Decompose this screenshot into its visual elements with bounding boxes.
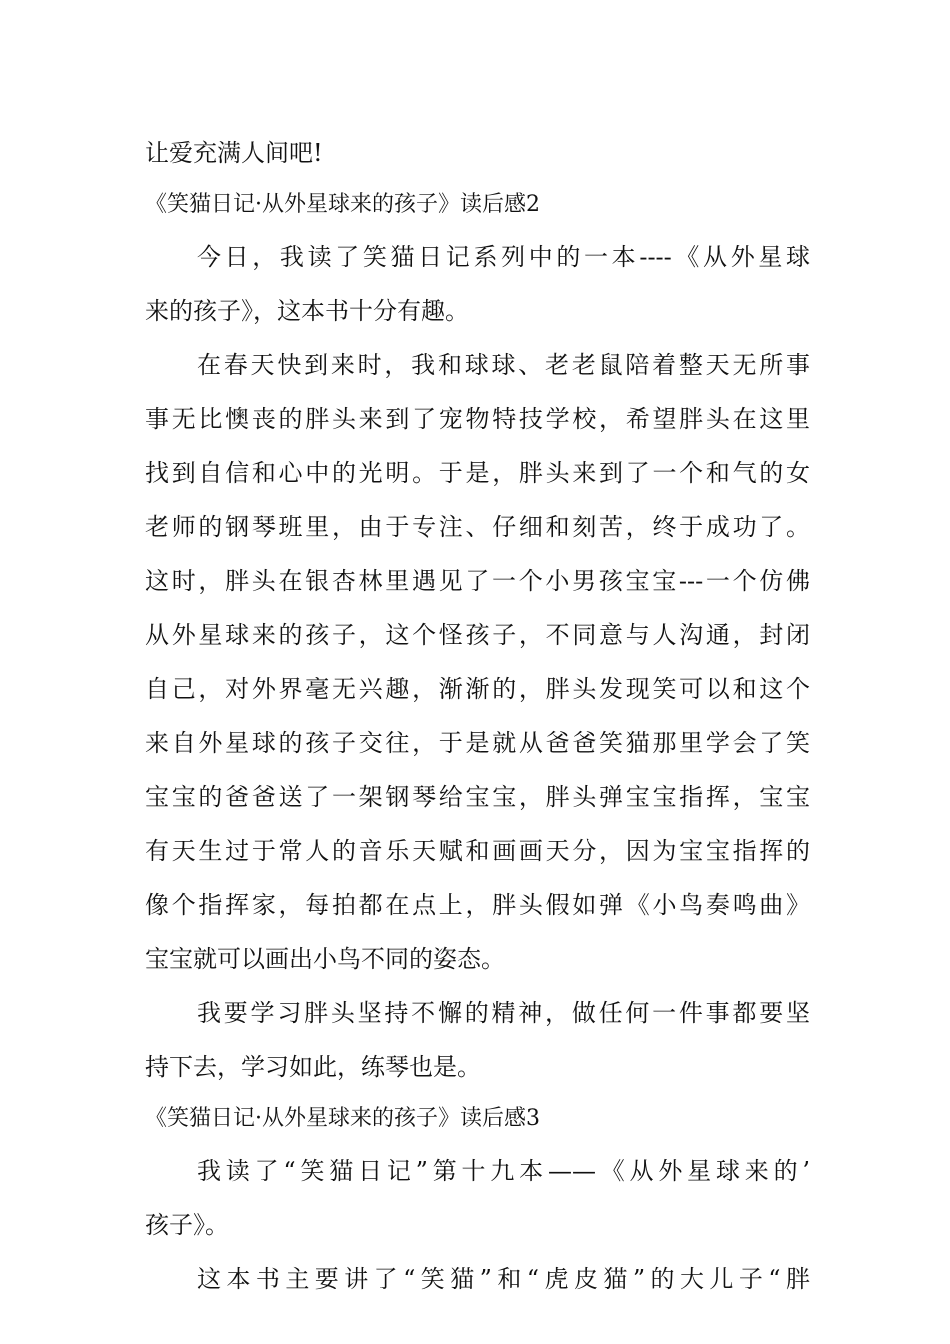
text-line: 我读了“笑猫日记”第十九本——《从外星球来的’ <box>197 1157 810 1185</box>
text-line: 宝宝就可以画出小鸟不同的姿态。 <box>145 945 505 973</box>
text-line: 来的孩子》，这本书十分有趣。 <box>145 297 469 325</box>
text-line: 这时，胖头在银杏林里遇见了一个小男孩宝宝---一个仿佛 <box>145 567 810 595</box>
text-line: 我要学习胖头坚持不懈的精神，做任何一件事都要坚 <box>197 999 810 1027</box>
text-line: 让爱充满人间吧! <box>145 139 323 167</box>
text-line: 找到自信和心中的光明。于是，胖头来到了一个和气的女 <box>145 459 810 487</box>
text-line: 老师的钢琴班里，由于专注、仔细和刻苦，终于成功了。 <box>145 513 810 541</box>
section-title: 《笑猫日记·从外星球来的孩子》读后感3 <box>145 1106 540 1131</box>
text-line: 事无比懊丧的胖头来到了宠物特技学校，希望胖头在这里 <box>145 405 810 433</box>
text-line: 持下去，学习如此，练琴也是。 <box>145 1053 481 1081</box>
text-line: 宝宝的爸爸送了一架钢琴给宝宝，胖头弹宝宝指挥，宝宝 <box>145 783 810 811</box>
document-body <box>145 126 810 1306</box>
text-line: 有天生过于常人的音乐天赋和画画天分，因为宝宝指挥的 <box>145 837 810 865</box>
text-line: 孩子》。 <box>145 1211 229 1239</box>
text-line: 在春天快到来时，我和球球、老老鼠陪着整天无所事 <box>197 351 810 379</box>
text-line: 今日，我读了笑猫日记系列中的一本----《从外星球 <box>197 243 810 271</box>
text-line: 从外星球来的孩子，这个怪孩子，不同意与人沟通，封闭 <box>145 621 810 649</box>
text-line: 这本书主要讲了“笑猫”和“虎皮猫”的大儿子“胖 <box>197 1265 810 1293</box>
text-line: 来自外星球的孩子交往，于是就从爸爸笑猫那里学会了笑 <box>145 729 810 757</box>
section-title: 《笑猫日记·从外星球来的孩子》读后感2 <box>145 192 540 217</box>
text-line: 自己，对外界毫无兴趣，渐渐的，胖头发现笑可以和这个 <box>145 675 810 703</box>
text-line: 像个指挥家，每拍都在点上，胖头假如弹《小鸟奏鸣曲》 <box>145 891 810 919</box>
